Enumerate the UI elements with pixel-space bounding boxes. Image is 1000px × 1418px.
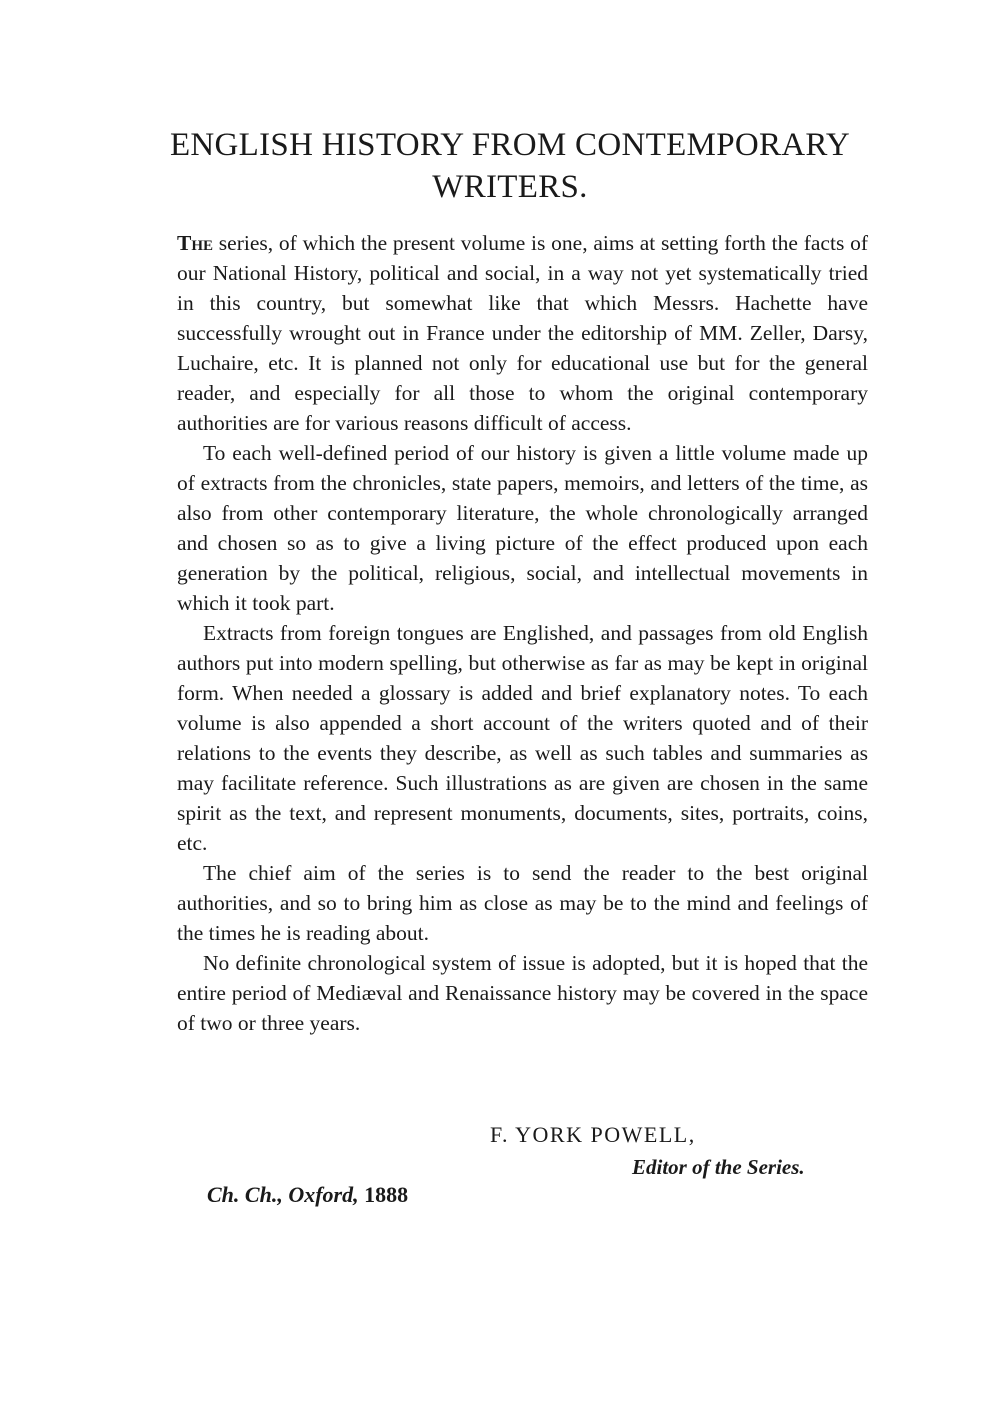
paragraph-1-lead: The (177, 231, 214, 255)
paragraph-1-text: series, of which the present volume is one, aims at setting forth the facts of our National History, political and social, in a way not yet systematically tried in this country, but somewhat like that which Messrs. Hachette have successfully wrought out in France under the editorship of MM. Zeller, Darsy, Luchaire, etc. It is planned not only for educational use but for the general reader, and especially for all those to whom the original contemporary authorities are for various reasons difficult of access. (177, 231, 868, 435)
paragraph-1 (177, 228, 868, 438)
dateline (207, 1180, 408, 1210)
paragraph-4: The chief aim of the series is to send the reader to the best original authorities, and so to bring him as close as may be to the mind and feelings of the times he is reading about. (177, 861, 868, 945)
signature-role: Editor of the Series. (632, 1155, 805, 1179)
paragraph-2: To each well-defined period of our history is given a little volume made up of extracts from the chronicles, state papers, memoirs, and letters of the time, as also from other contemporary literature, the whole chronologically arranged and chosen so as to give a living picture of the effect produced upon each generation by the political, religious, social, and intellectual movements in which it took part. (177, 441, 868, 615)
dateline-place: Oxford, (288, 1182, 359, 1207)
dateline-year: 1888 (364, 1182, 409, 1207)
paragraph-5: No definite chronological system of issue is adopted, but it is hoped that the entire period of Mediæval and Renaissance history may be covered in the space of two or three years. (177, 951, 868, 1035)
title-line-1: ENGLISH HISTORY FROM CONTEMPORARY (169, 127, 851, 163)
signature-name: F. YORK POWELL, (490, 1122, 696, 1147)
dateline-college: Ch. Ch., (207, 1182, 283, 1207)
body-text (177, 228, 868, 1038)
title-line-2: WRITERS. (432, 169, 588, 205)
page-title (150, 124, 870, 208)
paragraph-3: Extracts from foreign tongues are Englished, and passages from old English authors put into modern spelling, but otherwise as far as may be kept in original form. When needed a glossary is added and brief explanatory notes. To each volume is also appended a short account of the writers quoted and of their relations to the events they describe, as well as such tables and summaries as may facilitate reference. Such illustrations as are given are chosen in the same spirit as the text, and represent monuments, documents, sites, portraits, coins, etc. (177, 621, 868, 855)
